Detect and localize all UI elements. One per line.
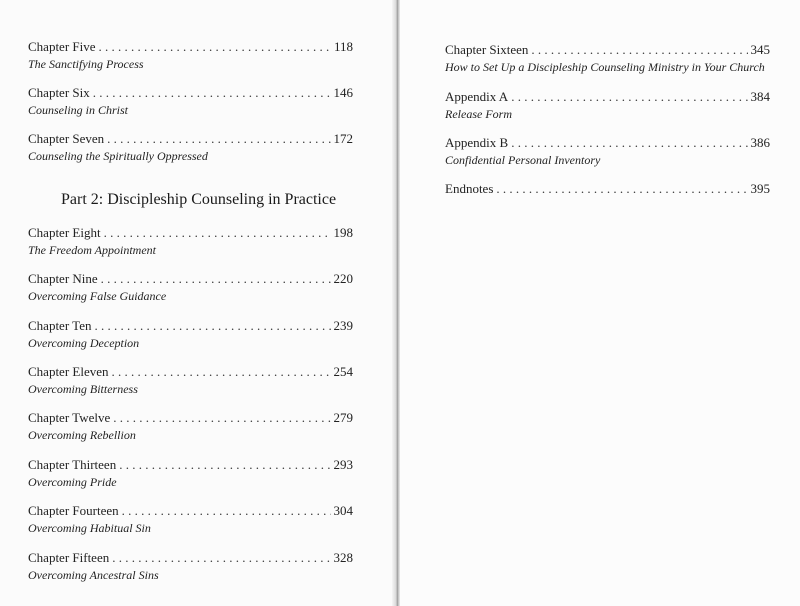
toc-entry-appendix-a[interactable]	[445, 89, 770, 122]
toc-entry-page: 395	[750, 181, 770, 196]
dot-leader	[119, 457, 330, 473]
left-page	[0, 0, 396, 606]
toc-entry-label: Chapter Eight	[28, 225, 101, 240]
dot-leader	[104, 225, 331, 241]
dot-leader	[101, 271, 331, 287]
toc-entry-page: 384	[750, 89, 770, 104]
toc-entry-label: Chapter Five	[28, 39, 96, 54]
dot-leader	[122, 503, 331, 519]
dot-leader	[93, 85, 331, 101]
toc-entry-chapter-thirteen[interactable]	[28, 457, 353, 490]
toc-entry-subtitle: Counseling in Christ	[28, 103, 129, 117]
toc-entry-page: 198	[333, 225, 353, 240]
toc-entry-subtitle: Overcoming Rebellion	[28, 428, 136, 442]
toc-entry-page: 386	[750, 135, 770, 150]
toc-entry-chapter-five[interactable]	[28, 39, 353, 72]
toc-entry-label: Chapter Twelve	[28, 410, 111, 425]
toc-entry-chapter-six[interactable]	[28, 85, 353, 118]
toc-entry-subtitle: Overcoming Deception	[28, 336, 140, 350]
toc-entry-page: 345	[750, 42, 770, 57]
toc-entry-label: Chapter Eleven	[28, 364, 109, 379]
toc-entry-label: Chapter Thirteen	[28, 457, 117, 472]
toc-entry-page: 172	[333, 131, 353, 146]
toc-entry-subtitle: Overcoming Bitterness	[28, 382, 138, 396]
toc-entry-subtitle: The Sanctifying Process	[28, 57, 144, 71]
dot-leader	[107, 131, 330, 147]
dot-leader	[531, 42, 747, 58]
toc-entry-chapter-sixteen[interactable]	[445, 42, 770, 75]
toc-entry-label: Appendix B	[445, 135, 509, 150]
dot-leader	[94, 318, 330, 334]
toc-entry-label: Chapter Seven	[28, 131, 105, 146]
toc-entry-page: 279	[333, 410, 353, 425]
part-2-heading: Part 2: Discipleship Counseling in Practice	[61, 191, 337, 208]
toc-entry-page: 254	[333, 364, 353, 379]
dot-leader	[113, 410, 330, 426]
toc-entry-chapter-ten[interactable]	[28, 318, 353, 351]
dot-leader	[496, 181, 747, 197]
toc-entry-label: Chapter Fourteen	[28, 503, 119, 518]
toc-entry-page: 328	[333, 550, 353, 565]
toc-entry-subtitle: Counseling the Spiritually Oppressed	[28, 149, 208, 163]
toc-entry-label: Chapter Sixteen	[445, 42, 529, 57]
toc-entry-label: Chapter Fifteen	[28, 550, 110, 565]
toc-entry-page: 304	[333, 503, 353, 518]
toc-entry-chapter-eight[interactable]	[28, 225, 353, 258]
toc-entry-chapter-twelve[interactable]	[28, 410, 353, 443]
toc-entry-subtitle: Overcoming Habitual Sin	[28, 521, 151, 535]
toc-entry-page: 118	[333, 39, 353, 54]
toc-entry-chapter-seven[interactable]	[28, 131, 353, 164]
right-page	[400, 0, 800, 606]
toc-entry-label: Endnotes	[445, 181, 494, 196]
toc-entry-subtitle: Overcoming Pride	[28, 475, 117, 489]
dot-leader	[99, 39, 331, 55]
toc-entry-subtitle: Release Form	[445, 107, 512, 121]
toc-entry-chapter-nine[interactable]	[28, 271, 353, 304]
dot-leader	[511, 135, 747, 151]
dot-leader	[112, 364, 331, 380]
toc-entry-page: 293	[333, 457, 353, 472]
toc-entry-label: Chapter Six	[28, 85, 90, 100]
dot-leader	[112, 550, 330, 566]
toc-entry-page: 239	[333, 318, 353, 333]
toc-entry-subtitle: The Freedom Appointment	[28, 243, 156, 257]
dot-leader	[511, 89, 747, 105]
toc-entry-label: Chapter Nine	[28, 271, 98, 286]
toc-entry-chapter-eleven[interactable]	[28, 364, 353, 397]
toc-entry-appendix-b[interactable]	[445, 135, 770, 168]
toc-entry-subtitle: How to Set Up a Discipleship Counseling Ministry in Your Church	[445, 60, 765, 74]
toc-entry-subtitle: Confidential Personal Inventory	[445, 153, 601, 167]
toc-entry-page: 220	[333, 271, 353, 286]
toc-entry-subtitle: Overcoming False Guidance	[28, 289, 167, 303]
toc-entry-page: 146	[333, 85, 353, 100]
toc-entry-label: Chapter Ten	[28, 318, 92, 333]
toc-entry-endnotes[interactable]	[445, 181, 770, 197]
toc-entry-label: Appendix A	[445, 89, 509, 104]
toc-entry-subtitle: Overcoming Ancestral Sins	[28, 568, 159, 582]
toc-entry-chapter-fifteen[interactable]	[28, 550, 353, 583]
toc-entry-chapter-fourteen[interactable]	[28, 503, 353, 536]
